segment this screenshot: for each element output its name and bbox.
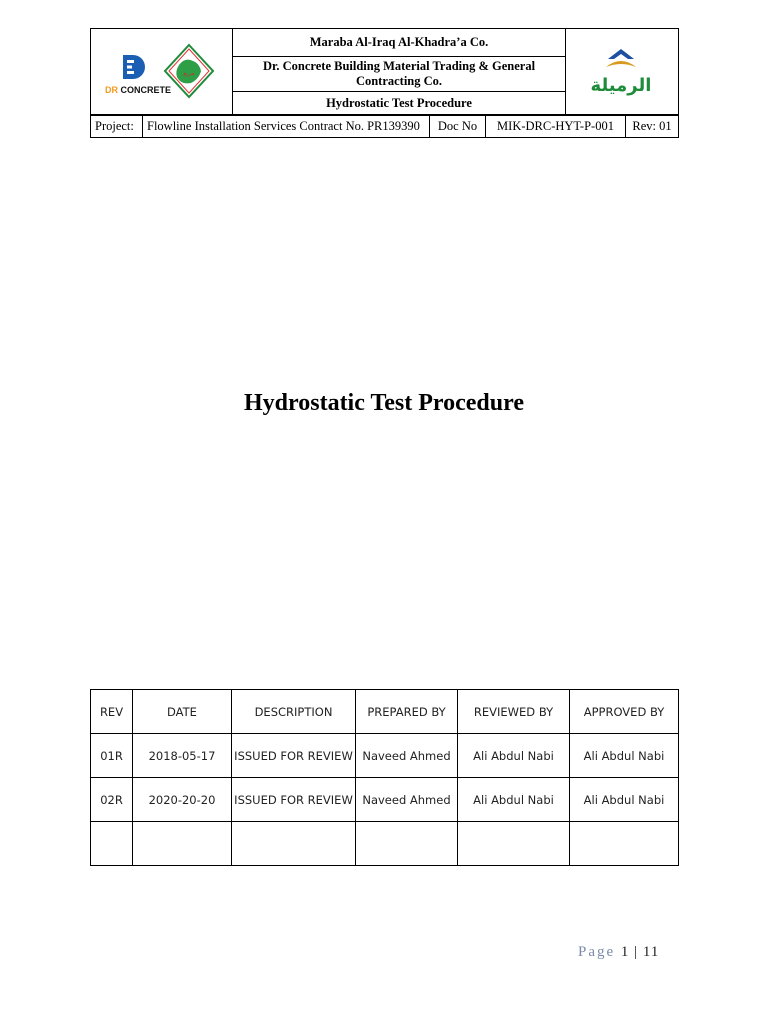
date-cell: 2020-20-20 [133,778,232,822]
date-cell [133,822,232,866]
document-header [90,28,679,115]
left-logos [91,29,233,115]
document-title: Hydrostatic Test Procedure [244,390,524,416]
dr-concrete-wordmark [105,85,171,95]
rumaila-logo-icon [578,47,664,97]
page-number-footer [578,944,659,961]
approved-by-cell: Ali Abdul Nabi [570,778,679,822]
prepared-by-cell [356,822,458,866]
concrete-wordmark-part: CONCRETE [120,85,172,95]
description-cell [232,822,356,866]
page-label: Page [578,944,616,960]
doc-no-value: MIK-DRC-HYT-P-001 [486,116,626,138]
column-header-rev: REV [91,690,133,734]
company-main-name: Maraba Al-Iraq Al-Khadra’a Co. [233,29,566,57]
svg-text:ﻣﺮﺑﻊ: ﻣﺮﺑﻊ [183,70,195,77]
rev-cell: 01R [91,734,133,778]
page-number: 1 | 11 [620,944,660,960]
rev-cell: 02R [91,778,133,822]
column-header-date: DATE [133,690,232,734]
approved-by-cell: Ali Abdul Nabi [570,734,679,778]
column-header-reviewed-by: REVIEWED BY [458,690,570,734]
reviewed-by-cell: Ali Abdul Nabi [458,778,570,822]
table-row [91,734,679,778]
reviewed-by-cell [458,822,570,866]
column-header-prepared-by: PREPARED BY [356,690,458,734]
rumaila-logo-text: الرميلة [590,75,652,96]
date-cell: 2018-05-17 [133,734,232,778]
table-row [91,822,679,866]
rev-cell [91,822,133,866]
reviewed-by-cell: Ali Abdul Nabi [458,734,570,778]
revision-value: Rev: 01 [626,116,679,138]
column-header-approved-by: APPROVED BY [570,690,679,734]
doc-no-label: Doc No [430,116,486,138]
prepared-by-cell: Naveed Ahmed [356,778,458,822]
project-info-row [90,115,679,138]
dr-wordmark-part: DR [105,85,118,95]
revision-table [90,689,679,866]
project-label: Project: [91,116,143,138]
project-value: Flowline Installation Services Contract No. PR139390 [143,116,430,138]
table-header-row [91,690,679,734]
procedure-name: Hydrostatic Test Procedure [233,92,566,115]
prepared-by-cell: Naveed Ahmed [356,734,458,778]
green-iraq-emblem-icon [163,43,215,99]
approved-by-cell [570,822,679,866]
description-cell: ISSUED FOR REVIEW [232,778,356,822]
description-cell: ISSUED FOR REVIEW [232,734,356,778]
column-header-description: DESCRIPTION [232,690,356,734]
table-row [91,778,679,822]
company-sub-name: Dr. Concrete Building Material Trading & General Contracting Co. [233,57,566,92]
right-logo [566,29,679,115]
